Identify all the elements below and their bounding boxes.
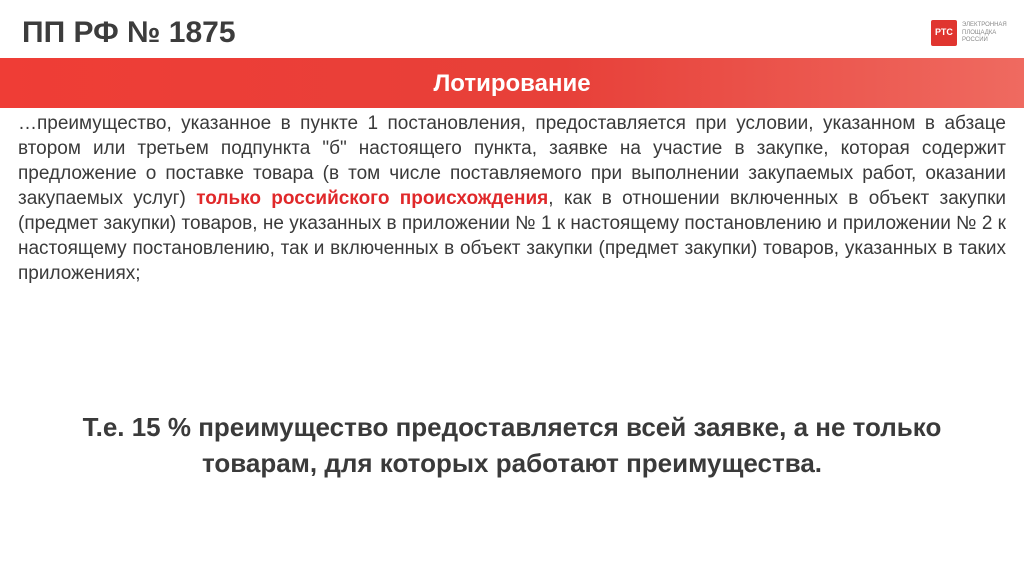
rts-logo-icon (931, 20, 957, 46)
rts-logo-mark-text: РТС (935, 27, 953, 37)
body-text-part-1: …преимущество, указанное в пункте 1 постановления, предоставляется при условии, указанном в абзаце втором или третьем подпункта "б" настоящего пункта, заявке на участие в закупке, которая содержит предложение о поставке товара (в том числе поставляемого при выполнении закупаемых работ, оказании закупаемых услуг) (18, 113, 1006, 209)
section-title: Лотирование (433, 70, 591, 97)
body-highlight: только российского происхождения (196, 188, 549, 209)
conclusion-text: Т.е. 15 % преимущество предоставляется всей заявке, а не только товарам, для которых работают преимущества. (82, 412, 942, 478)
section-bar (0, 58, 1024, 108)
body-text-part-2: , как в отношении включенных в объект закупки (предмет закупки) товаров, не указанных в приложении № 1 к настоящему постановлению и приложении № 2 к настоящему постановлению, так и включенных в объект закупки (предмет закупки) товаров, указанных в таких приложениях; (18, 188, 1007, 284)
rts-logo-text: ЭЛЕКТРОННАЯ ПЛОЩАДКА РОССИИ (962, 22, 1007, 43)
body-paragraph (18, 111, 1006, 286)
rts-logo (931, 20, 1011, 48)
slide-title: ПП РФ № 1875 (22, 16, 236, 49)
